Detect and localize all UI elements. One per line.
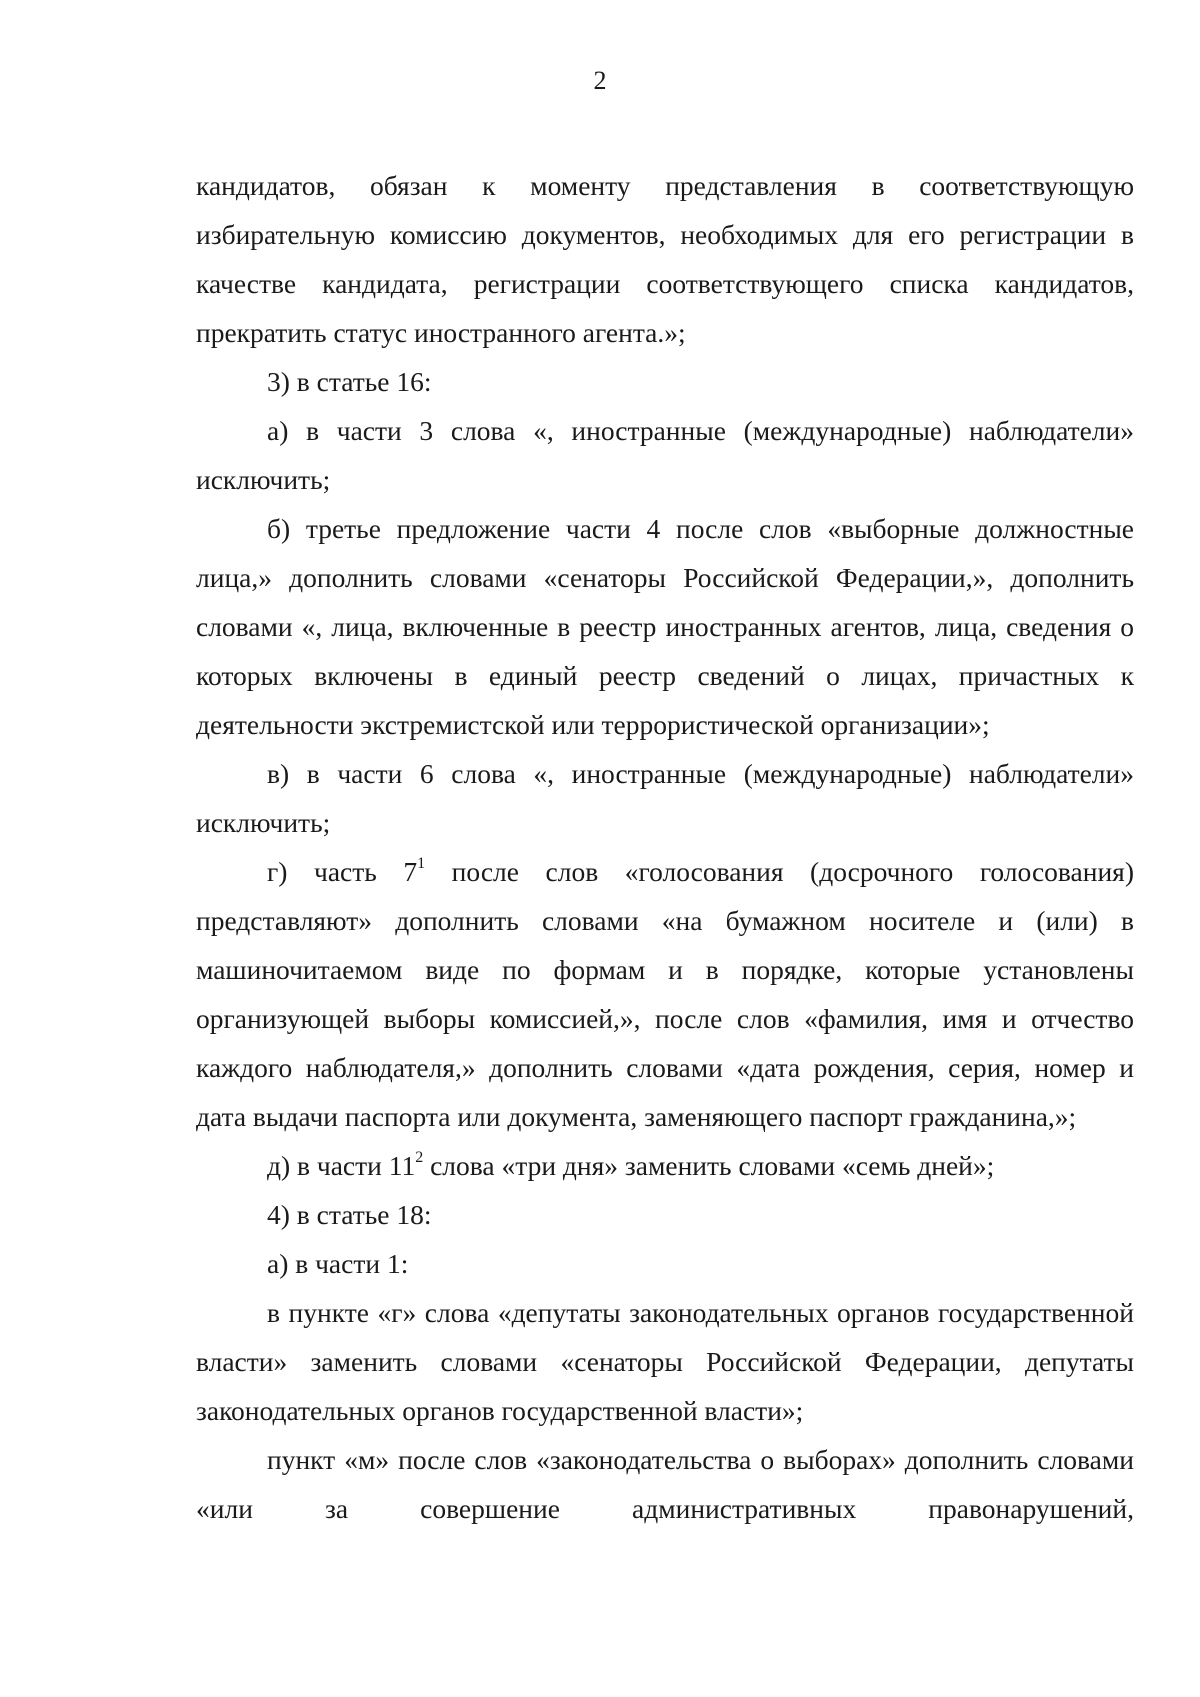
superscript: 1 <box>417 855 426 872</box>
paragraph-text: г) часть 7 <box>267 856 418 887</box>
paragraph: а) в части 3 слова «, иностранные (международные) наблюдатели» исключить; <box>196 415 1134 495</box>
paragraph: в пункте «г» слова «депутаты законодательных органов государственной власти» заменить словами «сенаторы Российской Федерации, депутаты законодательных органов государственной власти»; <box>196 1297 1134 1426</box>
paragraph-text: д) в части 11 <box>267 1150 416 1181</box>
page-number: 2 <box>593 66 607 95</box>
paragraph-text: слова «три дня» заменить словами «семь дней»; <box>423 1150 995 1181</box>
document-body <box>196 161 1134 1533</box>
paragraph: 4) в статье 18: <box>267 1199 432 1230</box>
paragraph: а) в части 1: <box>267 1248 409 1279</box>
paragraph: пункт «м» после слов «законодательства о выборах» дополнить словами «или за совершение административных правонарушений, <box>196 1444 1134 1524</box>
paragraph: б) третье предложение части 4 после слов «выборные должностные лица,» дополнить словами «сенаторы Российской Федерации,», дополнить словами «, лица, включенные в реестр иностранных агентов, лица, сведения о которых включены в единый реестр сведений о лицах, причастных к деятельности экстремистской или террористической организации»; <box>196 513 1134 740</box>
paragraph: в) в части 6 слова «, иностранные (международные) наблюдатели» исключить; <box>196 758 1134 838</box>
paragraph: кандидатов, обязан к моменту представления в соответствующую избирательную комиссию документов, необходимых для его регистрации в качестве кандидата, регистрации соответствующего списка кандидатов, прекратить статус иностранного агента.»; <box>196 170 1134 348</box>
paragraph <box>196 1141 1134 1190</box>
paragraph: 3) в статье 16: <box>267 366 432 397</box>
superscript: 2 <box>415 1149 424 1166</box>
paragraph-text: после слов «голосования (досрочного голосования) представляют» дополнить словами «на бумажном носителе и (или) в машиночитаемом виде по формам и в порядке, которые установлены организующей выборы комиссией,», после слов «фамилия, имя и отчество каждого наблюдателя,» дополнить словами «дата рождения, серия, номер и дата выдачи паспорта или документа, заменяющего паспорт гражданина,»; <box>196 856 1134 1132</box>
paragraph <box>196 847 1134 1141</box>
